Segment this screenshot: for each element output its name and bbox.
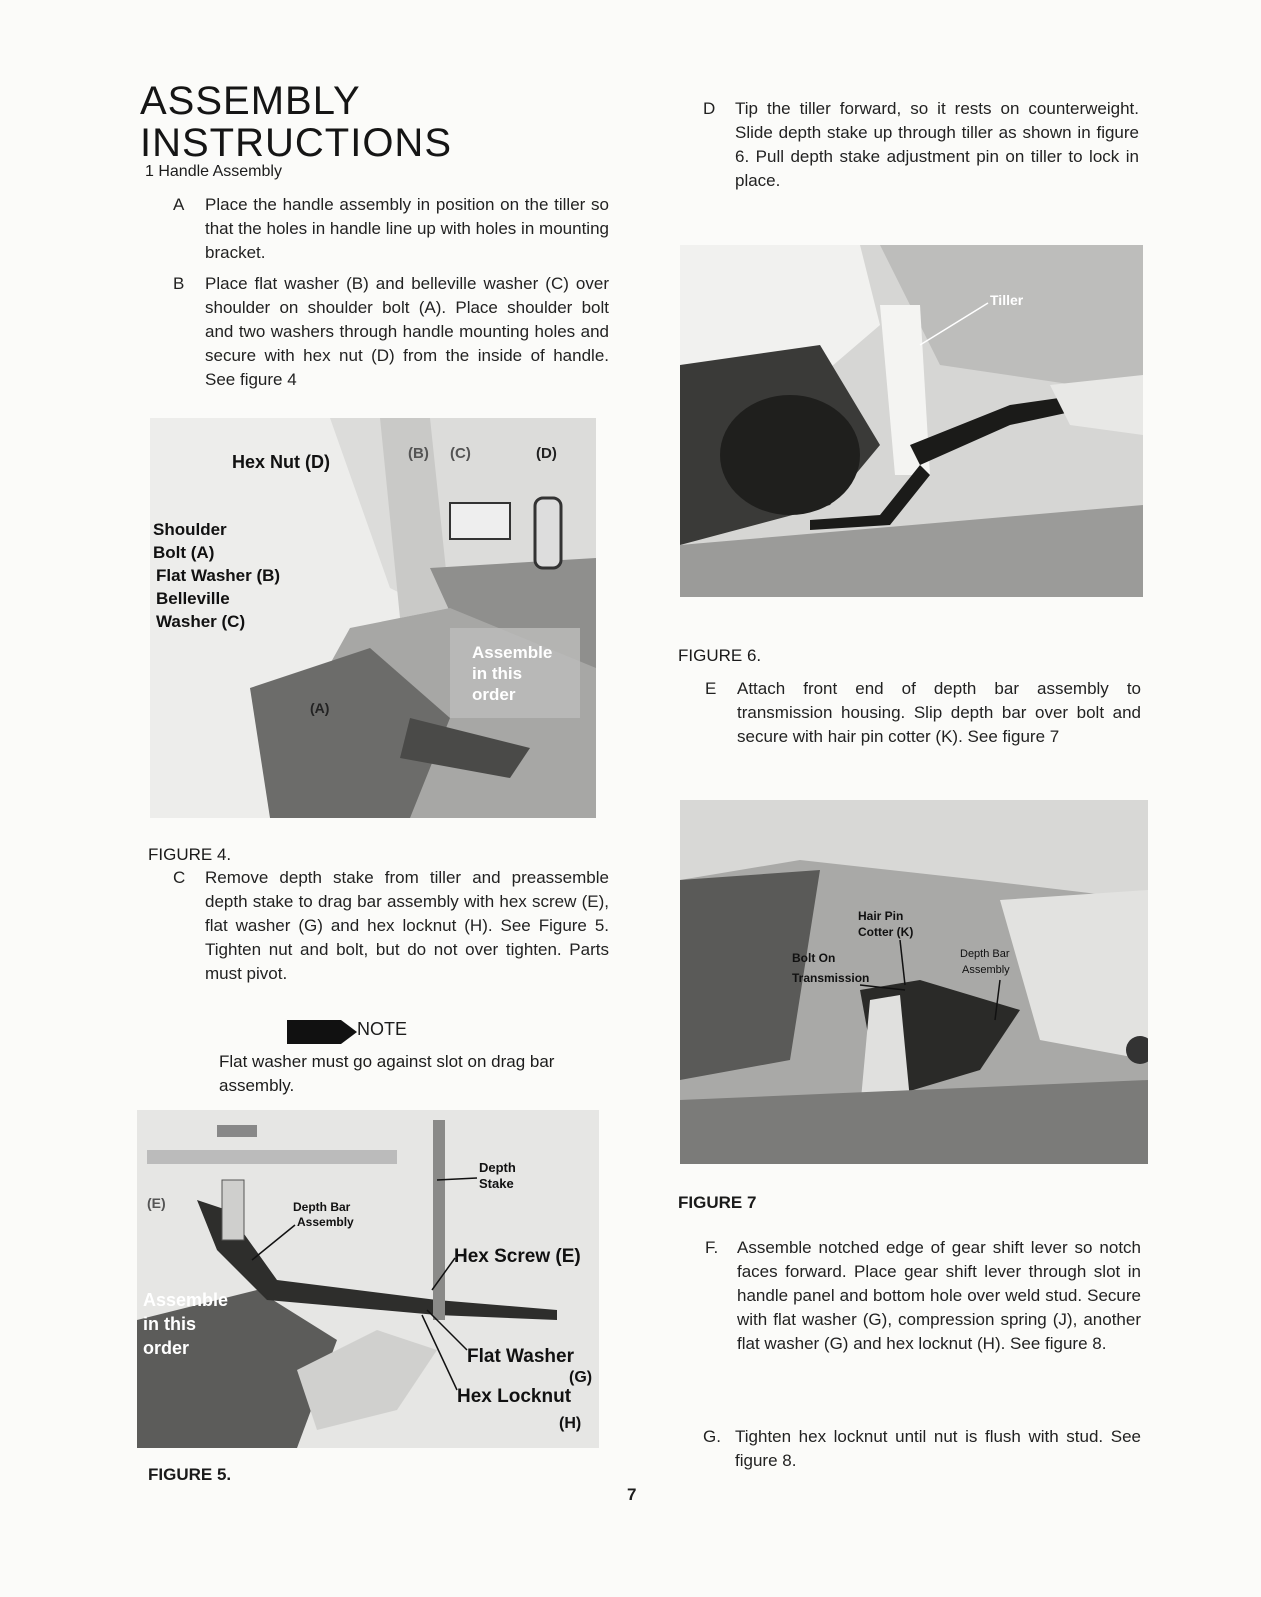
fig7-depth-bar-label: Depth Bar (960, 948, 1010, 960)
fig4-b-marker: (B) (408, 445, 429, 462)
figure-6-caption: FIGURE 6. (678, 646, 762, 665)
step-text: Place the handle assembly in position on the tiller so that the holes in handle line up with holes in mounting bracket. (205, 195, 609, 262)
step-text: Place flat washer (B) and belleville washer (C) over shoulder on shoulder bolt (A). Place shoulder bolt and two washers through handle mounting holes and secure with hex nut (D) from the inside of handle. See figure 4 (205, 274, 609, 389)
fig5-e-marker: (E) (147, 1195, 166, 1211)
step-e (705, 677, 1141, 773)
note-label: NOTE (357, 1019, 408, 1039)
figure-7-caption: FIGURE 7 (678, 1193, 757, 1212)
fig7-transmission-label: Transmission (792, 971, 870, 985)
page-title (140, 80, 452, 164)
note-text: Flat washer must go against slot on drag bar assembly. (219, 1052, 555, 1095)
step-letter: A (173, 195, 185, 214)
step-text: Remove depth stake from tiller and preassemble depth stake to drag bar assembly with hex screw (E), flat washer (G) and hex locknut (H). See Figure 5. Tighten nut and bolt, but do not over tighten. Parts must pivot. (205, 868, 609, 983)
step-letter: F. (705, 1238, 719, 1257)
step-b (173, 272, 609, 416)
note-arrow-icon (287, 1020, 341, 1044)
title-line-2: INSTRUCTIONS (140, 121, 452, 165)
title-line-1: ASSEMBLY (140, 79, 361, 123)
figure-6-image (680, 245, 1143, 597)
fig5-hex-screw-label: Hex Screw (E) (454, 1246, 581, 1267)
step-text: Attach front end of depth bar assembly to transmission housing. Slip depth bar over bolt and secure with hair pin cotter (K). See figure 7 (737, 679, 1141, 746)
fig6-tiller-label: Tiller (990, 292, 1024, 308)
figure-4-caption: FIGURE 4. (148, 845, 232, 864)
fig4-d-marker: (D) (536, 445, 557, 462)
step-text: Tip the tiller forward, so it rests on counterweight. Slide depth stake up through tiller as shown in figure 6. Pull depth stake adjustment pin on tiller to lock in place. (735, 99, 1139, 190)
fig4-assemble-3: order (472, 685, 516, 704)
fig5-flat-washer-label: Flat Washer (467, 1346, 574, 1367)
step-c (173, 866, 609, 1010)
step-letter: B (173, 274, 185, 293)
fig4-a-marker: (A) (310, 700, 330, 716)
fig7-cotter-label: Cotter (K) (858, 925, 914, 939)
section-heading: 1 Handle Assembly (145, 163, 282, 180)
fig4-assemble-1: Assemble (472, 643, 553, 662)
fig5-assemble-3: order (143, 1338, 190, 1358)
fig7-bolt-on-label: Bolt On (792, 951, 836, 965)
fig5-g-label: (G) (569, 1369, 593, 1386)
step-g (703, 1425, 1141, 1473)
step-letter: D (703, 99, 716, 118)
fig5-depth-label: Depth (479, 1160, 516, 1175)
fig5-hex-locknut-label: Hex Locknut (457, 1386, 572, 1407)
fig5-h-label: (H) (559, 1415, 582, 1432)
fig5-assembly-label: Assembly (297, 1215, 354, 1229)
figure-5-caption: FIGURE 5. (148, 1465, 232, 1484)
page-number: 7 (627, 1485, 637, 1504)
figure-5-image (137, 1110, 599, 1448)
fig4-shoulder-label: Shoulder (153, 520, 227, 539)
step-d (703, 97, 1139, 217)
fig4-flat-washer-label: Flat Washer (B) (156, 566, 281, 585)
step-a (173, 193, 609, 265)
fig7-hair-pin-label: Hair Pin (858, 909, 904, 923)
fig5-assemble-2: in this (143, 1314, 196, 1334)
figure-7-image (680, 800, 1148, 1164)
step-letter: C (173, 868, 186, 887)
fig4-belleville-label: Belleville (156, 589, 230, 608)
figure-4-image (150, 418, 596, 818)
step-text: Tighten hex locknut until nut is flush with stud. See figure 8. (735, 1427, 1141, 1470)
fig5-assemble-1: Assemble (143, 1290, 229, 1310)
fig5-stake-label: Stake (479, 1176, 514, 1191)
fig5-depth-bar-label: Depth Bar (293, 1200, 351, 1214)
step-letter: E (705, 679, 717, 698)
fig4-bolt-label: Bolt (A) (153, 543, 215, 562)
fig4-washer-c-label: Washer (C) (156, 612, 246, 631)
step-text: Assemble notched edge of gear shift lever so notch faces forward. Place gear shift lever through slot in handle panel and bottom hole over weld stud. Secure with flat washer (G), compression spring (J), another flat washer (G) and hex locknut (H). See figure 8. (737, 1238, 1141, 1353)
fig4-assemble-2: in this (472, 664, 523, 683)
fig4-hex-nut-label: Hex Nut (D) (232, 452, 330, 472)
fig4-c-marker: (C) (450, 445, 471, 462)
fig7-assembly-label: Assembly (962, 964, 1010, 976)
step-f (705, 1236, 1141, 1404)
step-letter: G. (703, 1427, 721, 1446)
